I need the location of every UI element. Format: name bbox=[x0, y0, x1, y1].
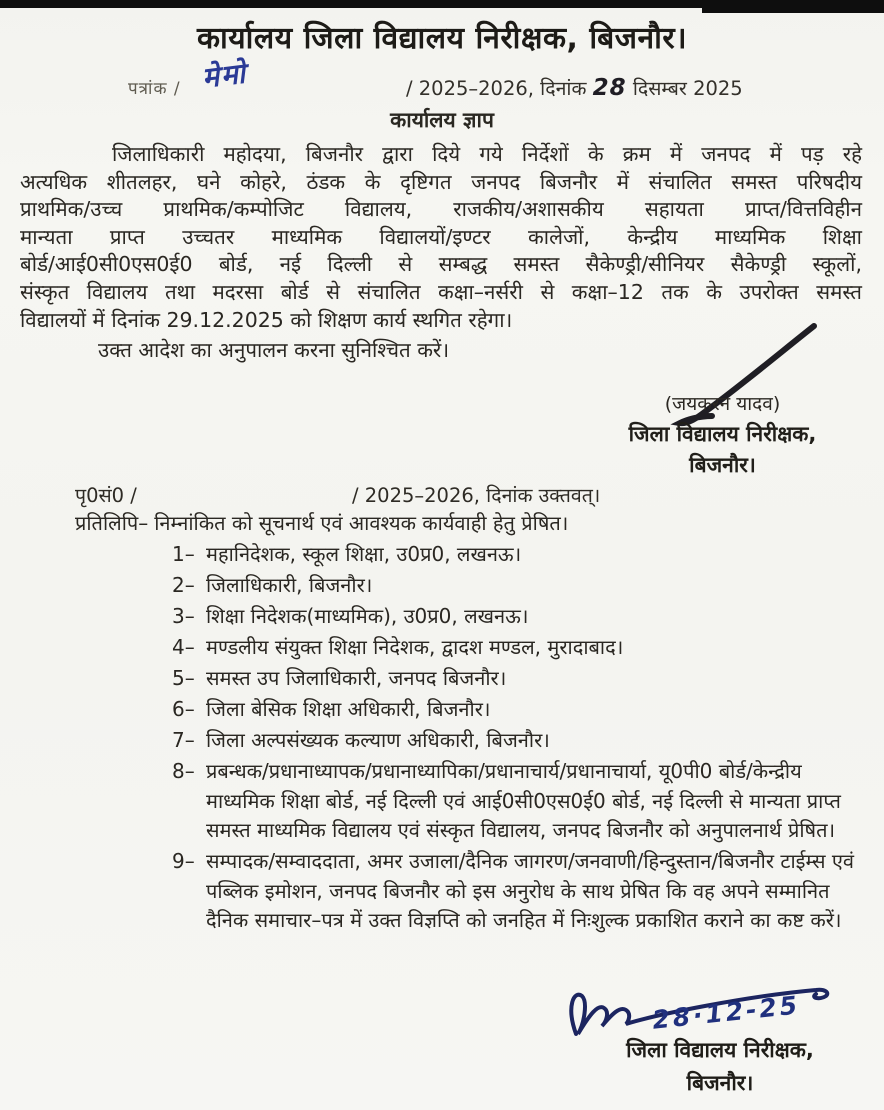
item-text: सम्पादक/सम्वाददाता, अमर उजाला/दैनिक जागरण/जनवाणी/हिन्दुस्तान/बिजनौर टाईम्स एवं पब्लिक इमोशन, जनपद बिजनौर को इस अनुरोध के साथ प्रेषित कि वह अपने सम्मानित दैनिक समाचार–पत्र में उक्त विज्ञप्ति को जनहित में निःशुल्क प्रकाशित कराने का कष्ट करें। bbox=[206, 849, 855, 932]
body-line: संस्कृत विद्यालय तथा मदरसा बोर्ड से संचालित कक्षा–नर्सरी से कक्षा–12 तक के उपरोक्त समस्त bbox=[20, 279, 862, 304]
list-item bbox=[172, 633, 862, 663]
list-item bbox=[172, 602, 862, 632]
body-line: विद्यालयों में दिनांक 29.12.2025 को शिक्षण कार्य स्थगित रहेगा। bbox=[20, 307, 513, 332]
item-text: प्रबन्धक/प्रधानाध्यापक/प्रधानाध्यापिका/प्रधानाचार्य/प्रधानाचार्या, यू0पी0 बोर्ड/केन्द्रीय माध्यमिक शिक्षा बोर्ड, नई दिल्ली एवं आई0सी0एस0ई0 बोर्ड, नई दिल्ली से मान्यता प्राप्त समस्त माध्यमिक विद्यालय एवं संस्कृत विद्यालय, जनपद बिजनौर को अनुपालनार्थ प्रेषित। bbox=[206, 759, 841, 842]
item-number: 9– bbox=[172, 849, 195, 873]
item-number: 2– bbox=[172, 573, 195, 597]
item-text: मण्डलीय संयुक्त शिक्षा निदेशक, द्वादश मण्डल, मुरादाबाद। bbox=[206, 635, 624, 659]
list-item bbox=[172, 726, 862, 756]
item-number: 4– bbox=[172, 635, 195, 659]
copy-forward-line bbox=[75, 509, 775, 536]
item-number: 5– bbox=[172, 666, 195, 690]
item-text: जिलाधिकारी, बिजनौर। bbox=[206, 573, 373, 597]
body-line: मान्यता प्राप्त उच्चतर माध्यमिक विद्यालयों/इण्टर कालेजों, केन्द्रीय माध्यमिक शिक्षा bbox=[20, 224, 862, 249]
office-title: कार्यालय जिला विद्यालय निरीक्षक, बिजनौर। bbox=[196, 21, 688, 56]
item-number: 7– bbox=[172, 728, 195, 752]
ref-year-text: / 2025–2026, दिनांक bbox=[406, 77, 593, 100]
handwritten-day: 28 bbox=[592, 75, 627, 101]
signatory-place: बिजनौर। bbox=[689, 453, 756, 477]
handwritten-memo-annotation: मेमो bbox=[200, 56, 249, 95]
copy-label: प्रतिलिपि– bbox=[75, 511, 149, 535]
signatory-block bbox=[575, 390, 870, 479]
bottom-signatory-place: बिजनौर। bbox=[686, 1071, 754, 1095]
body-line: प्राथमिक/उच्च प्राथमिक/कम्पोजिट विद्यालय, राजकीय/अशासकीय सहायता प्राप्त/वित्तविहीन bbox=[20, 197, 862, 222]
copy-text: निम्नांकित को सूचनार्थ एवं आवश्यक कार्यवाही हेतु प्रेषित। bbox=[154, 511, 569, 535]
list-item bbox=[172, 540, 862, 570]
copy-distribution-list bbox=[172, 540, 862, 937]
bottom-signatory-designation: जिला विद्यालय निरीक्षक, bbox=[626, 1038, 814, 1062]
compliance-instruction: उक्त आदेश का अनुपालन करना सुनिश्चित करें। bbox=[98, 338, 450, 362]
item-number: 3– bbox=[172, 604, 195, 628]
item-text: जिला बेसिक शिक्षा अधिकारी, बिजनौर। bbox=[206, 697, 491, 721]
item-text: जिला अल्पसंख्यक कल्याण अधिकारी, बिजनौर। bbox=[206, 728, 550, 752]
list-item bbox=[172, 695, 862, 725]
list-item bbox=[172, 757, 862, 846]
endorsement-number-label: पृ0सं0 / bbox=[75, 484, 137, 507]
item-text: समस्त उप जिलाधिकारी, जनपद बिजनौर। bbox=[206, 666, 507, 690]
memo-body bbox=[20, 141, 862, 334]
item-number: 8– bbox=[172, 759, 195, 783]
signatory-name: (जयकरन यादव) bbox=[664, 393, 781, 415]
memo-heading: कार्यालय ज्ञाप bbox=[390, 108, 494, 132]
item-text: शिक्षा निदेशक(माध्यमिक), उ0प्र0, लखनऊ। bbox=[206, 604, 529, 628]
ref-date-rest: दिसम्बर 2025 bbox=[626, 77, 743, 100]
item-number: 1– bbox=[172, 542, 195, 566]
item-number: 6– bbox=[172, 697, 195, 721]
item-text: महानिदेशक, स्कूल शिक्षा, उ0प्र0, लखनऊ। bbox=[206, 542, 522, 566]
handwritten-date: 28·12-25 bbox=[650, 990, 802, 1035]
letter-number-label: पत्रांक / bbox=[128, 79, 181, 99]
body-line: जिलाधिकारी महोदया, बिजनौर द्वारा दिये गये निर्देशों के क्रम में जनपद में पड़ रहे bbox=[112, 142, 862, 166]
list-item bbox=[172, 847, 862, 936]
reference-date-line bbox=[406, 74, 743, 101]
endorsement-number-value: / 2025–2026, दिनांक उक्तवत्। bbox=[352, 484, 601, 507]
list-item bbox=[172, 571, 862, 601]
body-line: बोर्ड/आई0सी0एस0ई0 बोर्ड, नई दिल्ली से सम्बद्ध समस्त सैकेण्ड्री/सीनियर सैकेण्ड्री स्कूलों, bbox=[20, 252, 862, 277]
signatory-designation: जिला विद्यालय निरीक्षक, bbox=[628, 422, 817, 446]
bottom-signatory-block bbox=[570, 1036, 870, 1097]
body-line: अत्यधिक शीतलहर, घने कोहरे, ठंडक के दृष्टिगत जनपद बिजनौर में संचालित समस्त परिषदीय bbox=[20, 169, 862, 194]
scan-top-right-black-bar bbox=[702, 0, 884, 13]
list-item bbox=[172, 664, 862, 694]
